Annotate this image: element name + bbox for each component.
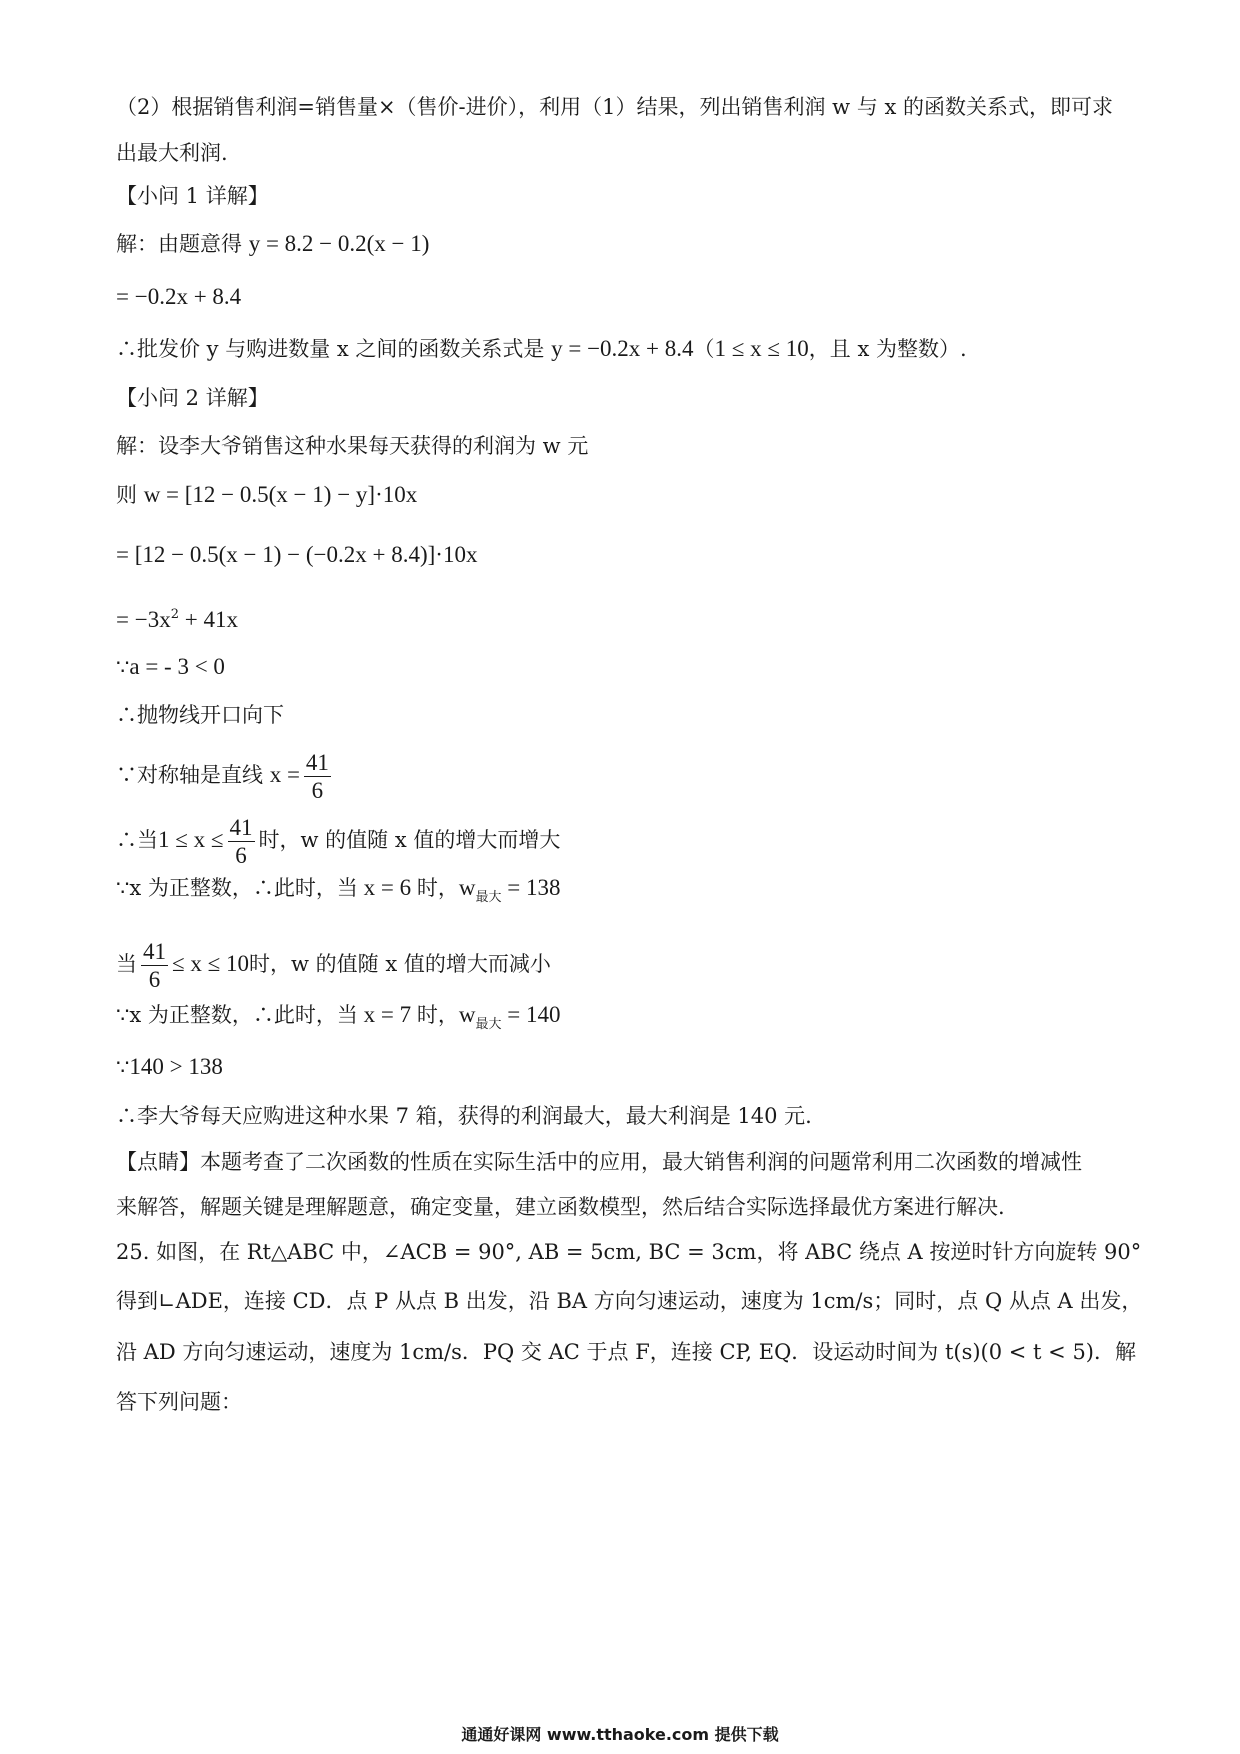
question-line: 25. 如图，在 Rt△ABC 中，∠ACB = 90°, AB = 5cm, BC = 3cm，将 ABC 绕点 A 按逆时针方向旋转 90°	[116, 1240, 1142, 1264]
solution-line	[116, 873, 561, 913]
solution-line	[116, 1052, 223, 1082]
variable: w	[458, 1002, 476, 1027]
question-line: 答下列问题：	[116, 1390, 242, 1414]
solution-line	[116, 1000, 561, 1040]
equation: = −0.2x + 8.4	[116, 284, 242, 309]
equation: = 140	[501, 1002, 561, 1027]
solution-line	[116, 600, 238, 635]
equation: y = −0.2x + 8.4	[551, 336, 694, 361]
equation: y = 8.2 − 0.2(x − 1)	[248, 231, 430, 256]
solution-line	[116, 652, 225, 682]
fraction-denominator: 6	[148, 967, 161, 992]
equation: = [12 − 0.5(x − 1) − (−0.2x + 8.4)]·10x	[116, 542, 478, 567]
exponent: 2	[170, 607, 179, 622]
solution-text: ∴批发价 y 与购进数量 x 之间的函数关系式是	[116, 337, 552, 361]
question-line: 得到∟ADE，连接 CD．点 P 从点 B 出发，沿 BA 方向匀速运动，速度为 1cm/s；同时，点 Q 从点 A 出发，	[116, 1289, 1143, 1313]
solution-text: ，且 x 为整数）.	[808, 337, 967, 361]
equation: x = 7	[357, 1002, 417, 1027]
section-heading: 【小问 1 详解】	[116, 184, 269, 208]
page-footer: 通通好课网 www.tthaoke.com 提供下载	[461, 1725, 779, 1744]
solution-line	[116, 814, 560, 869]
fraction	[228, 814, 255, 869]
fraction-numerator: 41	[229, 815, 253, 840]
subscript: 最大	[475, 1017, 502, 1032]
commentary-line: 【点睛】本题考查了二次函数的性质在实际生活中的应用，最大销售利润的问题常利用二次函数的增减性	[116, 1150, 1082, 1174]
solution-text: ∴当	[116, 828, 158, 852]
solution-text: 时，	[416, 876, 459, 900]
solution-line: ∴李大爷每天应购进这种水果 7 箱，获得的利润最大，最大利润是 140 元.	[116, 1104, 812, 1128]
solution-text: ∵对称轴是直线	[116, 763, 270, 787]
solution-line	[116, 480, 417, 510]
solution-text: ∵x 为正整数，∴此时，当	[116, 1003, 358, 1027]
solution-text: （	[693, 337, 715, 361]
commentary-line: 来解答，解题关键是理解题意，确定变量，建立函数模型，然后结合实际选择最优方案进行解决.	[116, 1195, 1005, 1219]
solution-text: 时，	[416, 1003, 459, 1027]
solution-line	[116, 334, 967, 364]
solution-line	[116, 749, 335, 804]
paragraph-line: 出最大利润.	[116, 141, 228, 165]
equation: 1 ≤ x ≤ 10	[714, 336, 809, 361]
solution-text: ∵x 为正整数，∴此时，当	[116, 876, 358, 900]
question-line: 沿 AD 方向匀速运动，速度为 1cm/s．PQ 交 AC 于点 F，连接 CP, EQ．设运动时间为 t(s)(0 < t < 5)．解	[116, 1340, 1136, 1364]
fraction	[141, 938, 168, 993]
equation: ≤ x ≤ 10	[172, 951, 249, 976]
solution-line	[116, 282, 241, 312]
subscript: 最大	[475, 890, 502, 905]
solution-text: 时，w 的值随 x 值的增大而增大	[258, 828, 561, 852]
solution-text: 则	[116, 483, 144, 507]
equation: + 41x	[178, 607, 238, 632]
equation: x = 6	[357, 875, 417, 900]
solution-line: 解：设李大爷销售这种水果每天获得的利润为 w 元	[116, 434, 589, 458]
equation: a = - 3 < 0	[129, 654, 225, 679]
solution-line	[116, 540, 477, 570]
variable: w	[458, 875, 476, 900]
equation: = 138	[501, 875, 561, 900]
equation: = −3x	[116, 607, 171, 632]
equation: 1 ≤ x ≤	[158, 827, 224, 852]
fraction	[304, 749, 331, 804]
solution-line: ∴抛物线开口向下	[116, 703, 284, 727]
paragraph-line: （2）根据销售利润=销售量×（售价-进价），利用（1）结果，列出销售利润 w 与 x 的函数关系式，即可求	[116, 95, 1114, 119]
solution-text: 当	[116, 952, 137, 976]
equation: w = [12 − 0.5(x − 1) − y]·10x	[143, 482, 418, 507]
solution-text: 时，w 的值随 x 值的增大而减小	[249, 952, 551, 976]
fraction-denominator: 6	[235, 843, 247, 868]
solution-text: ∵	[116, 1055, 130, 1079]
fraction-numerator: 41	[143, 939, 166, 964]
solution-line	[116, 938, 551, 993]
solution-line	[116, 229, 429, 259]
fraction-denominator: 6	[311, 778, 324, 803]
solution-text: 解：由题意得	[116, 232, 249, 256]
equation: x =	[269, 762, 300, 787]
section-heading: 【小问 2 详解】	[116, 386, 269, 410]
solution-text: ∵	[116, 655, 130, 679]
equation: 140 > 138	[129, 1054, 223, 1079]
fraction-numerator: 41	[305, 750, 329, 775]
